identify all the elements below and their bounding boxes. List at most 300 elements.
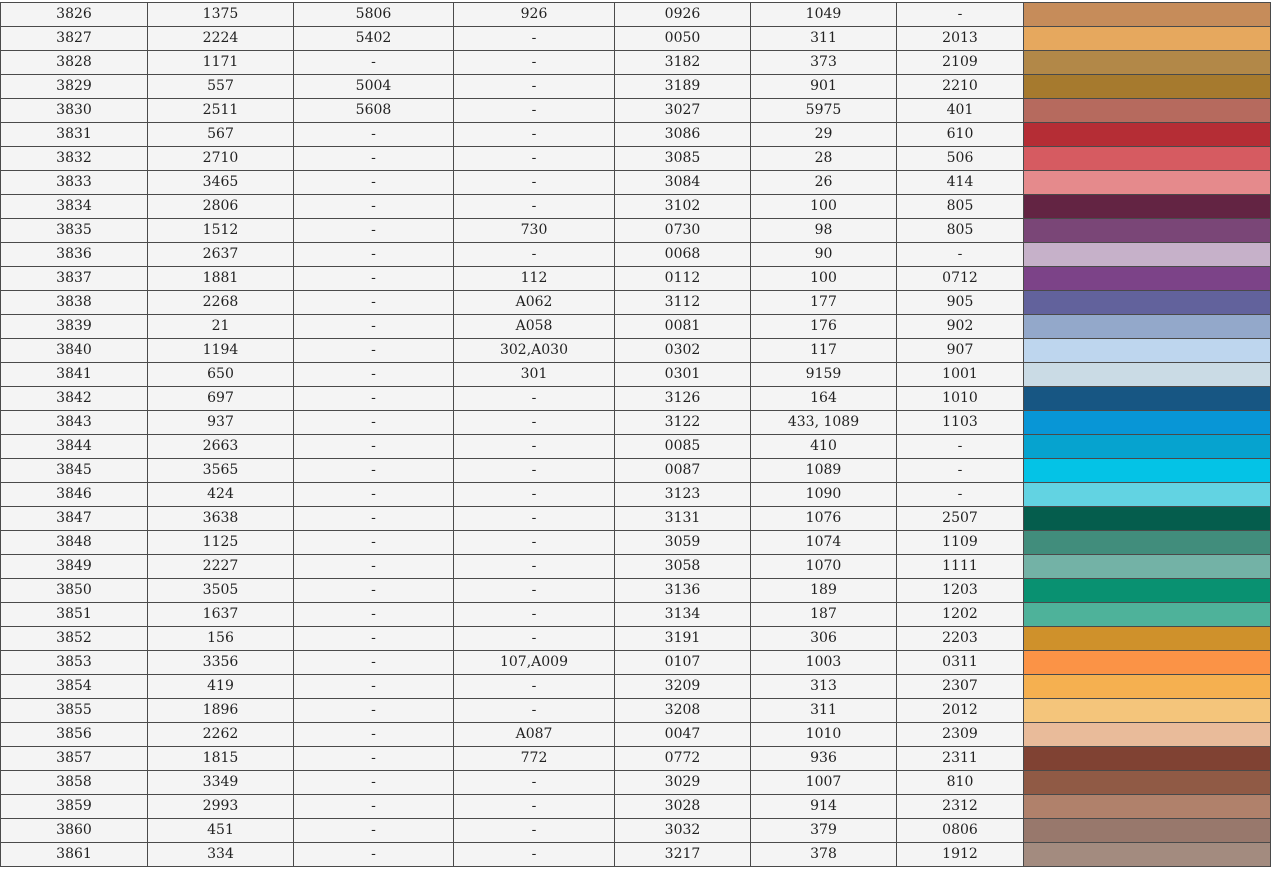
table-cell-col-7: 2311 <box>897 747 1024 771</box>
table-cell-col-1: 3829 <box>1 75 148 99</box>
table-cell-col-3: - <box>294 795 454 819</box>
table-cell-col-1: 3834 <box>1 195 148 219</box>
table-cell-col-6: 378 <box>751 843 897 867</box>
table-cell-col-5: 0087 <box>615 459 751 483</box>
table-cell-col-7: 610 <box>897 123 1024 147</box>
table-cell-col-7: 907 <box>897 339 1024 363</box>
table-cell-col-2: 2806 <box>148 195 294 219</box>
color-swatch <box>1024 315 1271 339</box>
table-cell-col-1: 3832 <box>1 147 148 171</box>
table-cell-col-7: 414 <box>897 171 1024 195</box>
table-cell-col-7: 401 <box>897 99 1024 123</box>
table-cell-col-4: 926 <box>454 3 615 27</box>
table-cell-col-1: 3842 <box>1 387 148 411</box>
color-swatch <box>1024 123 1271 147</box>
table-row <box>1 843 1271 867</box>
table-cell-col-4: - <box>454 843 615 867</box>
table-cell-col-5: 3112 <box>615 291 751 315</box>
table-cell-col-7: - <box>897 459 1024 483</box>
table-cell-col-2: 1815 <box>148 747 294 771</box>
table-cell-col-2: 1637 <box>148 603 294 627</box>
table-cell-col-6: 90 <box>751 243 897 267</box>
table-row <box>1 27 1271 51</box>
table-cell-col-5: 3182 <box>615 51 751 75</box>
table-cell-col-2: 419 <box>148 675 294 699</box>
table-cell-col-3: 5004 <box>294 75 454 99</box>
table-cell-col-6: 311 <box>751 699 897 723</box>
table-cell-col-5: 0085 <box>615 435 751 459</box>
table-row <box>1 51 1271 75</box>
table-cell-col-4: - <box>454 603 615 627</box>
table-row <box>1 243 1271 267</box>
table-row <box>1 723 1271 747</box>
table-row <box>1 99 1271 123</box>
table-cell-col-1: 3848 <box>1 531 148 555</box>
table-cell-col-4: - <box>454 507 615 531</box>
table-cell-col-7: 2312 <box>897 795 1024 819</box>
table-cell-col-4: - <box>454 147 615 171</box>
table-cell-col-1: 3839 <box>1 315 148 339</box>
table-row <box>1 315 1271 339</box>
table-cell-col-3: - <box>294 843 454 867</box>
table-cell-col-4: - <box>454 627 615 651</box>
color-swatch <box>1024 651 1271 675</box>
table-cell-col-2: 3356 <box>148 651 294 675</box>
table-cell-col-1: 3861 <box>1 843 148 867</box>
table-cell-col-7: - <box>897 483 1024 507</box>
table-cell-col-3: 5806 <box>294 3 454 27</box>
table-cell-col-7: - <box>897 243 1024 267</box>
table-cell-col-5: 0301 <box>615 363 751 387</box>
table-cell-col-3: - <box>294 387 454 411</box>
table-cell-col-7: 2109 <box>897 51 1024 75</box>
table-cell-col-7: 1111 <box>897 555 1024 579</box>
table-cell-col-3: - <box>294 435 454 459</box>
table-cell-col-2: 937 <box>148 411 294 435</box>
table-cell-col-4: A058 <box>454 315 615 339</box>
color-swatch <box>1024 627 1271 651</box>
table-cell-col-5: 3131 <box>615 507 751 531</box>
table-cell-col-4: 730 <box>454 219 615 243</box>
color-swatch <box>1024 795 1271 819</box>
table-cell-col-7: 1010 <box>897 387 1024 411</box>
table-cell-col-4: - <box>454 195 615 219</box>
table-cell-col-3: - <box>294 627 454 651</box>
table-row <box>1 627 1271 651</box>
table-cell-col-4: 302,A030 <box>454 339 615 363</box>
table-row <box>1 699 1271 723</box>
table-cell-col-7: 1203 <box>897 579 1024 603</box>
table-cell-col-3: - <box>294 579 454 603</box>
color-swatch <box>1024 699 1271 723</box>
table-cell-col-4: - <box>454 531 615 555</box>
table-cell-col-2: 697 <box>148 387 294 411</box>
table-row <box>1 675 1271 699</box>
table-cell-col-5: 3208 <box>615 699 751 723</box>
table-cell-col-3: - <box>294 651 454 675</box>
table-cell-col-1: 3852 <box>1 627 148 651</box>
table-cell-col-1: 3847 <box>1 507 148 531</box>
table-cell-col-6: 373 <box>751 51 897 75</box>
table-cell-col-2: 3349 <box>148 771 294 795</box>
table-cell-col-2: 3465 <box>148 171 294 195</box>
color-swatch <box>1024 339 1271 363</box>
table-cell-col-3: - <box>294 675 454 699</box>
table-row <box>1 531 1271 555</box>
table-cell-col-3: - <box>294 123 454 147</box>
color-swatch <box>1024 723 1271 747</box>
table-cell-col-3: 5608 <box>294 99 454 123</box>
table-cell-col-5: 3122 <box>615 411 751 435</box>
table-row <box>1 171 1271 195</box>
table-cell-col-3: - <box>294 195 454 219</box>
color-swatch <box>1024 27 1271 51</box>
color-swatch <box>1024 411 1271 435</box>
color-swatch <box>1024 483 1271 507</box>
table-cell-col-7: 2203 <box>897 627 1024 651</box>
color-swatch <box>1024 267 1271 291</box>
table-cell-col-5: 0772 <box>615 747 751 771</box>
table-row <box>1 291 1271 315</box>
table-cell-col-1: 3851 <box>1 603 148 627</box>
table-row <box>1 147 1271 171</box>
table-cell-col-5: 3126 <box>615 387 751 411</box>
table-cell-col-5: 3217 <box>615 843 751 867</box>
table-cell-col-2: 3638 <box>148 507 294 531</box>
table-cell-col-5: 3136 <box>615 579 751 603</box>
color-swatch <box>1024 171 1271 195</box>
table-cell-col-1: 3855 <box>1 699 148 723</box>
table-cell-col-7: 810 <box>897 771 1024 795</box>
table-cell-col-5: 0081 <box>615 315 751 339</box>
color-swatch <box>1024 147 1271 171</box>
table-cell-col-3: - <box>294 339 454 363</box>
table-row <box>1 651 1271 675</box>
color-swatch <box>1024 195 1271 219</box>
table-cell-col-3: - <box>294 699 454 723</box>
table-cell-col-2: 1881 <box>148 267 294 291</box>
table-cell-col-4: 301 <box>454 363 615 387</box>
table-cell-col-7: 1103 <box>897 411 1024 435</box>
table-cell-col-4: - <box>454 819 615 843</box>
table-cell-col-5: 3059 <box>615 531 751 555</box>
table-cell-col-7: 2507 <box>897 507 1024 531</box>
table-cell-col-1: 3831 <box>1 123 148 147</box>
table-cell-col-6: 100 <box>751 267 897 291</box>
table-cell-col-1: 3859 <box>1 795 148 819</box>
table-cell-col-6: 176 <box>751 315 897 339</box>
table-cell-col-4: - <box>454 123 615 147</box>
color-swatch <box>1024 387 1271 411</box>
table-cell-col-3: - <box>294 555 454 579</box>
table-cell-col-6: 164 <box>751 387 897 411</box>
table-row <box>1 195 1271 219</box>
table-cell-col-7: 805 <box>897 195 1024 219</box>
table-cell-col-2: 334 <box>148 843 294 867</box>
table-cell-col-5: 0050 <box>615 27 751 51</box>
table-cell-col-6: 306 <box>751 627 897 651</box>
table-cell-col-6: 189 <box>751 579 897 603</box>
table-cell-col-5: 3027 <box>615 99 751 123</box>
table-cell-col-5: 3189 <box>615 75 751 99</box>
color-swatch <box>1024 219 1271 243</box>
table-cell-col-6: 1076 <box>751 507 897 531</box>
table-cell-col-7: 0712 <box>897 267 1024 291</box>
table-cell-col-4: 107,A009 <box>454 651 615 675</box>
table-cell-col-7: 1912 <box>897 843 1024 867</box>
table-cell-col-6: 410 <box>751 435 897 459</box>
table-cell-col-5: 3084 <box>615 171 751 195</box>
table-cell-col-4: - <box>454 435 615 459</box>
table-cell-col-3: - <box>294 507 454 531</box>
color-swatch <box>1024 555 1271 579</box>
table-row <box>1 747 1271 771</box>
table-row <box>1 795 1271 819</box>
table-cell-col-1: 3840 <box>1 339 148 363</box>
color-swatch <box>1024 459 1271 483</box>
table-cell-col-6: 28 <box>751 147 897 171</box>
table-cell-col-3: - <box>294 603 454 627</box>
table-cell-col-4: A062 <box>454 291 615 315</box>
table-cell-col-3: - <box>294 315 454 339</box>
table-cell-col-5: 0302 <box>615 339 751 363</box>
table-cell-col-2: 2511 <box>148 99 294 123</box>
table-cell-col-4: - <box>454 795 615 819</box>
table-row <box>1 483 1271 507</box>
table-cell-col-6: 1010 <box>751 723 897 747</box>
table-cell-col-3: - <box>294 819 454 843</box>
table-cell-col-6: 1090 <box>751 483 897 507</box>
table-cell-col-5: 3191 <box>615 627 751 651</box>
table-cell-col-7: 0311 <box>897 651 1024 675</box>
table-cell-col-7: - <box>897 3 1024 27</box>
color-swatch <box>1024 363 1271 387</box>
color-swatch <box>1024 819 1271 843</box>
table-cell-col-4: - <box>454 555 615 579</box>
table-cell-col-2: 2227 <box>148 555 294 579</box>
table-cell-col-5: 3085 <box>615 147 751 171</box>
table-cell-col-6: 379 <box>751 819 897 843</box>
table-cell-col-6: 1074 <box>751 531 897 555</box>
table-cell-col-5: 0112 <box>615 267 751 291</box>
table-row <box>1 123 1271 147</box>
color-swatch <box>1024 243 1271 267</box>
table-cell-col-4: - <box>454 699 615 723</box>
table-cell-col-6: 901 <box>751 75 897 99</box>
color-swatch <box>1024 99 1271 123</box>
table-cell-col-2: 2268 <box>148 291 294 315</box>
table-cell-col-5: 0926 <box>615 3 751 27</box>
table-cell-col-7: 506 <box>897 147 1024 171</box>
table-cell-col-4: A087 <box>454 723 615 747</box>
table-cell-col-5: 3123 <box>615 483 751 507</box>
table-cell-col-3: - <box>294 219 454 243</box>
table-row <box>1 771 1271 795</box>
table-cell-col-5: 0047 <box>615 723 751 747</box>
table-cell-col-3: - <box>294 459 454 483</box>
table-row <box>1 555 1271 579</box>
table-row <box>1 435 1271 459</box>
table-row <box>1 339 1271 363</box>
table-cell-col-5: 3058 <box>615 555 751 579</box>
table-cell-col-7: - <box>897 435 1024 459</box>
table-cell-col-4: - <box>454 771 615 795</box>
table-cell-col-1: 3837 <box>1 267 148 291</box>
table-cell-col-1: 3843 <box>1 411 148 435</box>
color-swatch <box>1024 75 1271 99</box>
table-body <box>1 3 1271 867</box>
table-cell-col-3: - <box>294 411 454 435</box>
table-cell-col-7: 2309 <box>897 723 1024 747</box>
table-cell-col-2: 2262 <box>148 723 294 747</box>
color-swatch <box>1024 51 1271 75</box>
table-cell-col-4: - <box>454 483 615 507</box>
table-cell-col-4: - <box>454 675 615 699</box>
table-cell-col-1: 3836 <box>1 243 148 267</box>
table-cell-col-3: - <box>294 171 454 195</box>
table-cell-col-3: - <box>294 147 454 171</box>
table-cell-col-7: 2307 <box>897 675 1024 699</box>
table-cell-col-3: - <box>294 531 454 555</box>
table-cell-col-2: 1171 <box>148 51 294 75</box>
table-cell-col-4: - <box>454 99 615 123</box>
table-cell-col-1: 3856 <box>1 723 148 747</box>
table-cell-col-4: - <box>454 51 615 75</box>
table-cell-col-4: 112 <box>454 267 615 291</box>
table-cell-col-2: 557 <box>148 75 294 99</box>
table-cell-col-3: - <box>294 291 454 315</box>
table-cell-col-6: 311 <box>751 27 897 51</box>
table-cell-col-2: 451 <box>148 819 294 843</box>
table-cell-col-1: 3853 <box>1 651 148 675</box>
table-cell-col-2: 21 <box>148 315 294 339</box>
table-cell-col-4: - <box>454 459 615 483</box>
table-cell-col-1: 3845 <box>1 459 148 483</box>
table-cell-col-1: 3846 <box>1 483 148 507</box>
table-cell-col-2: 1896 <box>148 699 294 723</box>
table-row <box>1 363 1271 387</box>
table-cell-col-6: 29 <box>751 123 897 147</box>
color-swatch <box>1024 579 1271 603</box>
table-cell-col-6: 1049 <box>751 3 897 27</box>
table-cell-col-4: - <box>454 243 615 267</box>
table-cell-col-7: 1109 <box>897 531 1024 555</box>
table-cell-col-1: 3854 <box>1 675 148 699</box>
table-cell-col-1: 3828 <box>1 51 148 75</box>
color-swatch <box>1024 435 1271 459</box>
table-cell-col-4: - <box>454 411 615 435</box>
table-cell-col-2: 2637 <box>148 243 294 267</box>
table-cell-col-6: 5975 <box>751 99 897 123</box>
table-cell-col-2: 2993 <box>148 795 294 819</box>
table-cell-col-1: 3841 <box>1 363 148 387</box>
table-cell-col-1: 3849 <box>1 555 148 579</box>
table-row <box>1 507 1271 531</box>
table-cell-col-6: 117 <box>751 339 897 363</box>
table-row <box>1 387 1271 411</box>
table-cell-col-3: - <box>294 771 454 795</box>
table-cell-col-4: - <box>454 387 615 411</box>
table-cell-col-6: 177 <box>751 291 897 315</box>
table-cell-col-3: - <box>294 747 454 771</box>
table-row <box>1 219 1271 243</box>
table-cell-col-6: 9159 <box>751 363 897 387</box>
color-swatch <box>1024 843 1271 867</box>
table-cell-col-5: 3209 <box>615 675 751 699</box>
table-cell-col-4: - <box>454 579 615 603</box>
table-cell-col-4: - <box>454 75 615 99</box>
table-cell-col-3: 5402 <box>294 27 454 51</box>
table-cell-col-6: 100 <box>751 195 897 219</box>
color-swatch <box>1024 531 1271 555</box>
color-swatch <box>1024 603 1271 627</box>
table-cell-col-1: 3838 <box>1 291 148 315</box>
color-swatch <box>1024 291 1271 315</box>
table-cell-col-7: 805 <box>897 219 1024 243</box>
table-cell-col-2: 1512 <box>148 219 294 243</box>
table-cell-col-2: 424 <box>148 483 294 507</box>
table-cell-col-6: 187 <box>751 603 897 627</box>
table-cell-col-5: 3032 <box>615 819 751 843</box>
table-cell-col-2: 1194 <box>148 339 294 363</box>
table-cell-col-6: 936 <box>751 747 897 771</box>
table-cell-col-7: 1202 <box>897 603 1024 627</box>
table-cell-col-7: 2013 <box>897 27 1024 51</box>
color-swatch <box>1024 747 1271 771</box>
table-cell-col-4: - <box>454 27 615 51</box>
table-cell-col-1: 3826 <box>1 3 148 27</box>
color-swatch <box>1024 3 1271 27</box>
table-cell-col-1: 3850 <box>1 579 148 603</box>
table-row <box>1 411 1271 435</box>
table-cell-col-2: 2663 <box>148 435 294 459</box>
table-cell-col-5: 0730 <box>615 219 751 243</box>
table-cell-col-4: 772 <box>454 747 615 771</box>
table-cell-col-2: 156 <box>148 627 294 651</box>
table-cell-col-3: - <box>294 267 454 291</box>
table-cell-col-1: 3844 <box>1 435 148 459</box>
table-cell-col-6: 1007 <box>751 771 897 795</box>
table-row <box>1 267 1271 291</box>
table-cell-col-6: 1089 <box>751 459 897 483</box>
table-cell-col-1: 3860 <box>1 819 148 843</box>
table-cell-col-4: - <box>454 171 615 195</box>
table-cell-col-7: 2210 <box>897 75 1024 99</box>
table-row <box>1 579 1271 603</box>
table-cell-col-5: 0107 <box>615 651 751 675</box>
table-cell-col-7: 902 <box>897 315 1024 339</box>
table-cell-col-3: - <box>294 243 454 267</box>
table-cell-col-3: - <box>294 723 454 747</box>
table-cell-col-3: - <box>294 51 454 75</box>
table-cell-col-1: 3833 <box>1 171 148 195</box>
table-cell-col-5: 3029 <box>615 771 751 795</box>
table-cell-col-1: 3827 <box>1 27 148 51</box>
table-cell-col-2: 3565 <box>148 459 294 483</box>
table-row <box>1 459 1271 483</box>
table-cell-col-1: 3857 <box>1 747 148 771</box>
table-cell-col-7: 2012 <box>897 699 1024 723</box>
table-cell-col-2: 2224 <box>148 27 294 51</box>
table-cell-col-1: 3835 <box>1 219 148 243</box>
table-cell-col-7: 905 <box>897 291 1024 315</box>
table-cell-col-2: 567 <box>148 123 294 147</box>
table-cell-col-2: 2710 <box>148 147 294 171</box>
table-cell-col-2: 1125 <box>148 531 294 555</box>
table-cell-col-7: 1001 <box>897 363 1024 387</box>
table-cell-col-7: 0806 <box>897 819 1024 843</box>
table-row <box>1 603 1271 627</box>
